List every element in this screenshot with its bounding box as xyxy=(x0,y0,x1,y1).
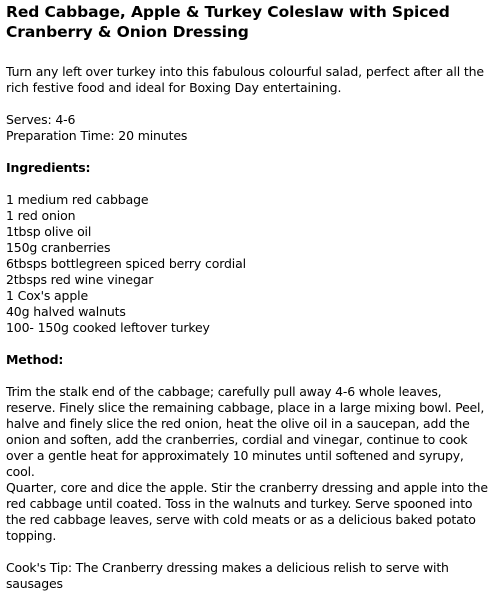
method-paragraph: Quarter, core and dice the apple. Stir the cranberry dressing and apple into the red cabbage until coated. Toss in the walnuts and turkey. Serve spooned into the red cabbage leaves, serve with cold meats or as a delicious baked potato topping. xyxy=(6,480,488,543)
ingredient-item: 2tbsps red wine vinegar xyxy=(6,272,154,287)
ingredient-item: 1 Cox's apple xyxy=(6,288,88,303)
ingredient-item: 1tbsp olive oil xyxy=(6,224,92,239)
ingredients-heading: Ingredients: xyxy=(6,160,91,175)
method-paragraph: Trim the stalk end of the cabbage; carefully pull away 4-6 whole leaves, reserve. Finely slice the remaining cabbage, place in a large mixing bowl. Peel, halve and finely slice the red onion, heat the olive oil in a saucepan, add the onion and soften, add the cranberries, cordial and vinegar, continue to cook over a gentle heat for approximately 10 minutes until softened and syrupy, cool. xyxy=(6,384,485,479)
ingredient-item: 6tbsps bottlegreen spiced berry cordial xyxy=(6,256,246,271)
serves-text: Serves: 4-6 xyxy=(6,112,76,127)
cooks-tip: Cook's Tip: The Cranberry dressing makes a delicious relish to serve with sausages xyxy=(6,560,449,591)
method-section xyxy=(6,384,489,544)
prep-time-text: Preparation Time: 20 minutes xyxy=(6,128,188,143)
ingredient-item: 100- 150g cooked leftover turkey xyxy=(6,320,210,335)
ingredient-item: 1 red onion xyxy=(6,208,76,223)
method-heading: Method: xyxy=(6,352,64,367)
ingredients-list xyxy=(6,192,489,336)
ingredient-item: 1 medium red cabbage xyxy=(6,192,149,207)
ingredient-item: 150g cranberries xyxy=(6,240,111,255)
recipe-title: Red Cabbage, Apple & Turkey Coleslaw with Spiced Cranberry & Onion Dressing xyxy=(6,3,450,41)
recipe-intro: Turn any left over turkey into this fabulous colourful salad, perfect after all the rich festive food and ideal for Boxing Day entertaining. xyxy=(6,64,484,95)
recipe-meta xyxy=(6,112,489,144)
ingredient-item: 40g halved walnuts xyxy=(6,304,126,319)
